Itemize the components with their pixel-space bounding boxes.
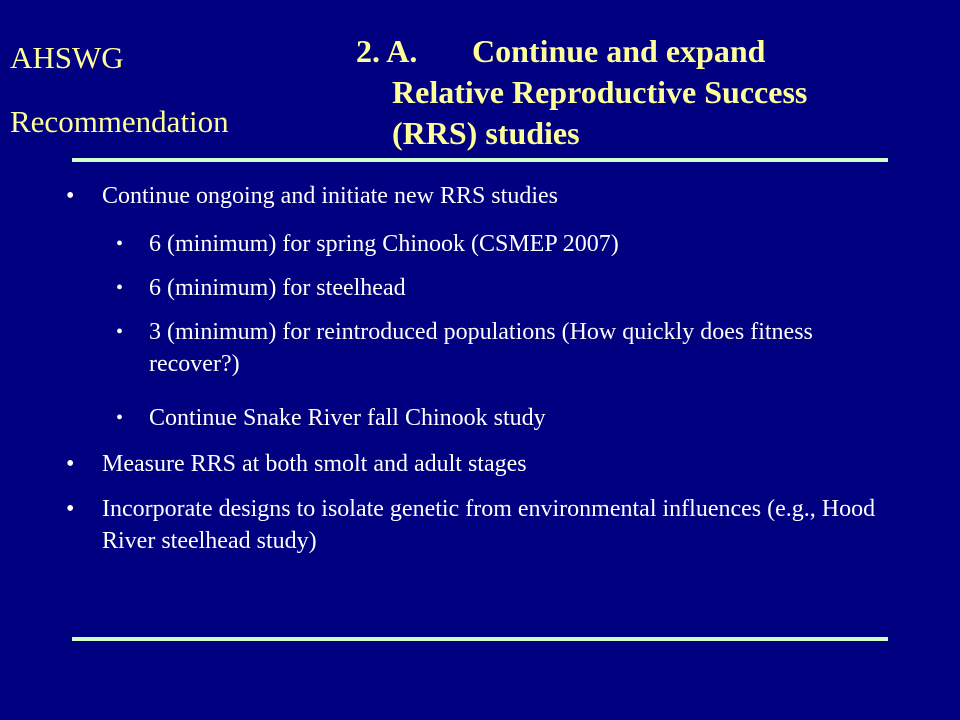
bullet-dot: • bbox=[116, 277, 124, 299]
bullet-item bbox=[66, 180, 882, 212]
side-label-recommendation: Recommendation bbox=[10, 104, 229, 139]
sub-bullet-item bbox=[116, 316, 909, 380]
sub-bullet-item bbox=[116, 272, 909, 304]
bullet-text: Measure RRS at both smolt and adult stages bbox=[102, 451, 527, 477]
bullet-text: Incorporate designs to isolate genetic from environmental influences (e.g., Hood River steelhead study) bbox=[102, 496, 876, 554]
sub-bullet-item bbox=[116, 402, 909, 434]
bullet-text: 3 (minimum) for reintroduced populations (How quickly does fitness recover?) bbox=[149, 319, 813, 377]
title-number: 2. A. bbox=[356, 33, 418, 69]
bullet-dot: • bbox=[66, 183, 75, 209]
bullet-text: 6 (minimum) for spring Chinook (CSMEP 2007) bbox=[149, 231, 619, 257]
bullet-dot: • bbox=[66, 496, 75, 522]
title-line-3: (RRS) studies bbox=[392, 115, 580, 151]
bullet-item bbox=[66, 493, 882, 557]
bullet-dot: • bbox=[66, 451, 75, 477]
bullet-dot: • bbox=[116, 407, 124, 429]
bullet-dot: • bbox=[116, 233, 124, 255]
bullet-dot: • bbox=[116, 321, 124, 343]
bullet-item bbox=[66, 448, 882, 480]
bullet-text: Continue Snake River fall Chinook study bbox=[149, 405, 546, 431]
title-line-2: Relative Reproductive Success bbox=[392, 74, 808, 110]
bullet-text: 6 (minimum) for steelhead bbox=[149, 275, 406, 301]
bullet-text: Continue ongoing and initiate new RRS studies bbox=[102, 183, 558, 209]
side-label-ahswg: AHSWG bbox=[10, 40, 124, 75]
bottom-divider bbox=[72, 637, 888, 641]
title-text-1: Continue and expand bbox=[472, 33, 766, 69]
sub-bullet-item bbox=[116, 228, 909, 260]
